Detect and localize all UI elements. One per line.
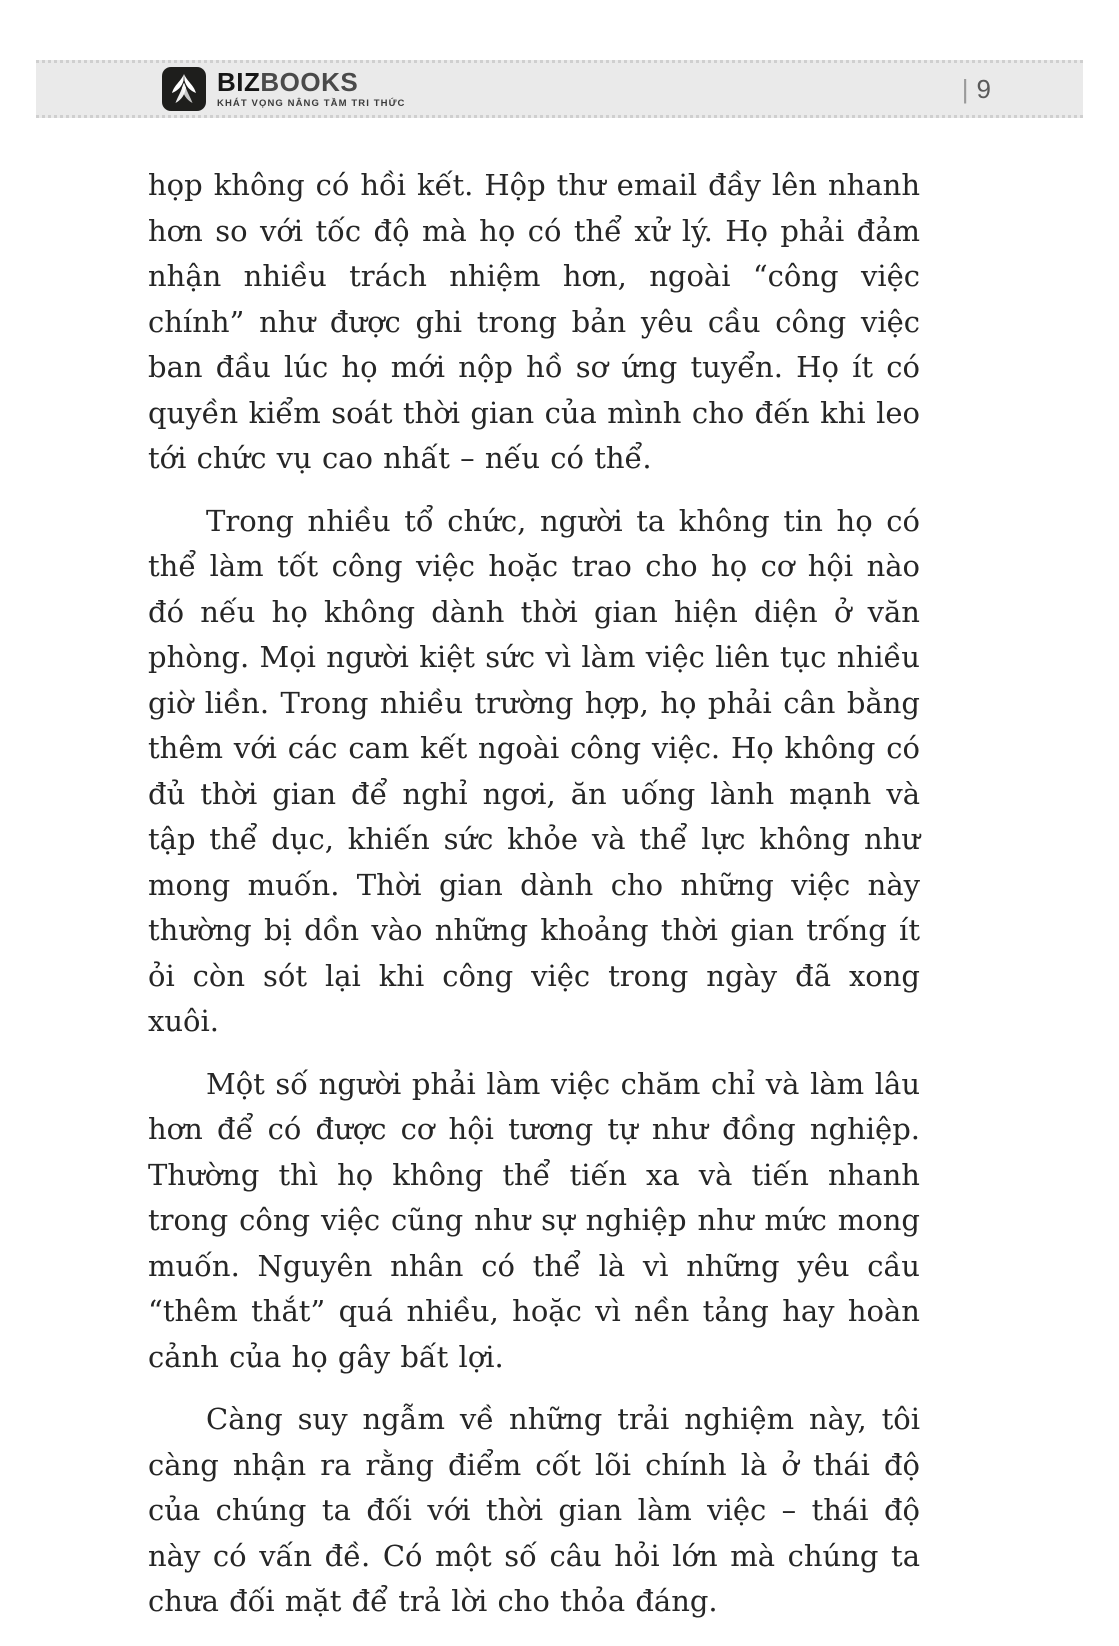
brand-biz: BIZ xyxy=(217,67,261,98)
publisher-brand xyxy=(162,67,406,111)
brand-text xyxy=(217,69,406,109)
paragraph-3: Một số người phải làm việc chăm chỉ và làm lâu hơn để có được cơ hội tương tự như đồng nghiệp. Thường thì họ không thể tiến xa và tiến nhanh trong công việc cũng như sự nghiệp như mức mong muốn. Nguyên nhân có thể là vì những yêu cầu “thêm thắt” quá nhiều, hoặc vì nền tảng hay hoàn cảnh của họ gây bất lợi. xyxy=(148,1066,920,1374)
page-content xyxy=(148,163,920,1625)
page-header xyxy=(36,60,1083,118)
brand-books: BOOKS xyxy=(260,67,359,98)
page-number xyxy=(962,74,991,105)
brand-name xyxy=(217,67,406,98)
bizbooks-logo-icon xyxy=(162,67,206,111)
paragraph-2: Trong nhiều tổ chức, người ta không tin họ có thể làm tốt công việc hoặc trao cho họ cơ hội nào đó nếu họ không dành thời gian hiện diện ở văn phòng. Mọi người kiệt sức vì làm việc liên tục nhiều giờ liền. Trong nhiều trường hợp, họ phải cân bằng thêm với các cam kết ngoài công việc. Họ không có đủ thời gian để nghỉ ngơi, ăn uống lành mạnh và tập thể dục, khiến sức khỏe và thể lực không như mong muốn. Thời gian dành cho những việc này thường bị dồn vào những khoảng thời gian trống ít ỏi còn sót lại khi công việc trong ngày đã xong xuôi. xyxy=(148,503,920,1038)
paragraph-1: họp không có hồi kết. Hộp thư email đầy lên nhanh hơn so với tốc độ mà họ có thể xử lý. Họ phải đảm nhận nhiều trách nhiệm hơn, ngoài “công việc chính” như được ghi trong bản yêu cầu công việc ban đầu lúc họ mới nộp hồ sơ ứng tuyển. Họ ít có quyền kiểm soát thời gian của mình cho đến khi leo tới chức vụ cao nhất – nếu có thể. xyxy=(148,168,920,475)
paragraph-4: Càng suy ngẫm về những trải nghiệm này, tôi càng nhận ra rằng điểm cốt lõi chính là ở thái độ của chúng ta đối với thời gian làm việc – thái độ này có vấn đề. Có một số câu hỏi lớn mà chúng ta chưa đối mặt để trả lời cho thỏa đáng. xyxy=(148,1402,920,1618)
page-number-bar: | xyxy=(961,73,969,104)
brand-tagline: KHÁT VỌNG NÂNG TẦM TRI THỨC xyxy=(217,98,406,110)
page-number-value: 9 xyxy=(976,73,991,104)
